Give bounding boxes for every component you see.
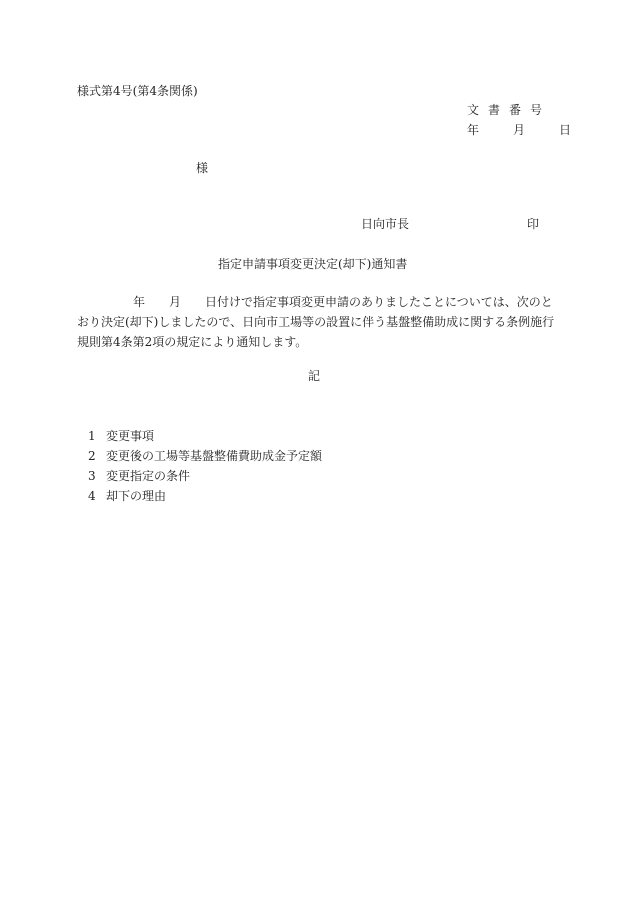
list-item <box>88 426 322 446</box>
issue-date <box>467 124 571 136</box>
item-label: 却下の理由 <box>106 489 167 503</box>
body-line-1: 年 月 日付けで指定事項変更申請のありましたことについては、次のと <box>133 295 553 309</box>
item-number: 2 <box>88 449 96 463</box>
item-label: 変更指定の条件 <box>106 469 191 483</box>
item-list <box>88 426 322 506</box>
sender-title: 日向市長 <box>361 217 410 231</box>
date-day-label: 日 <box>559 123 572 137</box>
document-title: 指定申請事項変更決定(却下)通知書 <box>218 257 408 271</box>
item-number: 3 <box>88 469 96 483</box>
list-item <box>88 446 322 466</box>
ki-heading: 記 <box>308 369 321 383</box>
list-item <box>88 486 322 506</box>
item-number: 4 <box>88 489 96 503</box>
recipient-honorific: 様 <box>196 161 209 175</box>
item-label: 変更事項 <box>106 429 155 443</box>
seal-mark: 印 <box>527 217 540 231</box>
item-label: 変更後の工場等基盤整備費助成金予定額 <box>106 449 323 463</box>
document-number-label: 文書番号 <box>467 103 552 117</box>
list-item <box>88 466 322 486</box>
body-line-3: 規則第4条第2項の規定により通知します。 <box>77 335 308 349</box>
date-year-label: 年 <box>467 123 480 137</box>
form-number: 様式第4号(第4条関係) <box>77 84 198 98</box>
date-month-label: 月 <box>513 123 526 137</box>
body-paragraph <box>77 292 555 352</box>
item-number: 1 <box>88 429 96 443</box>
body-line-2: おり決定(却下)しましたので、日向市工場等の設置に伴う基盤整備助成に関する条例施行 <box>77 315 555 329</box>
